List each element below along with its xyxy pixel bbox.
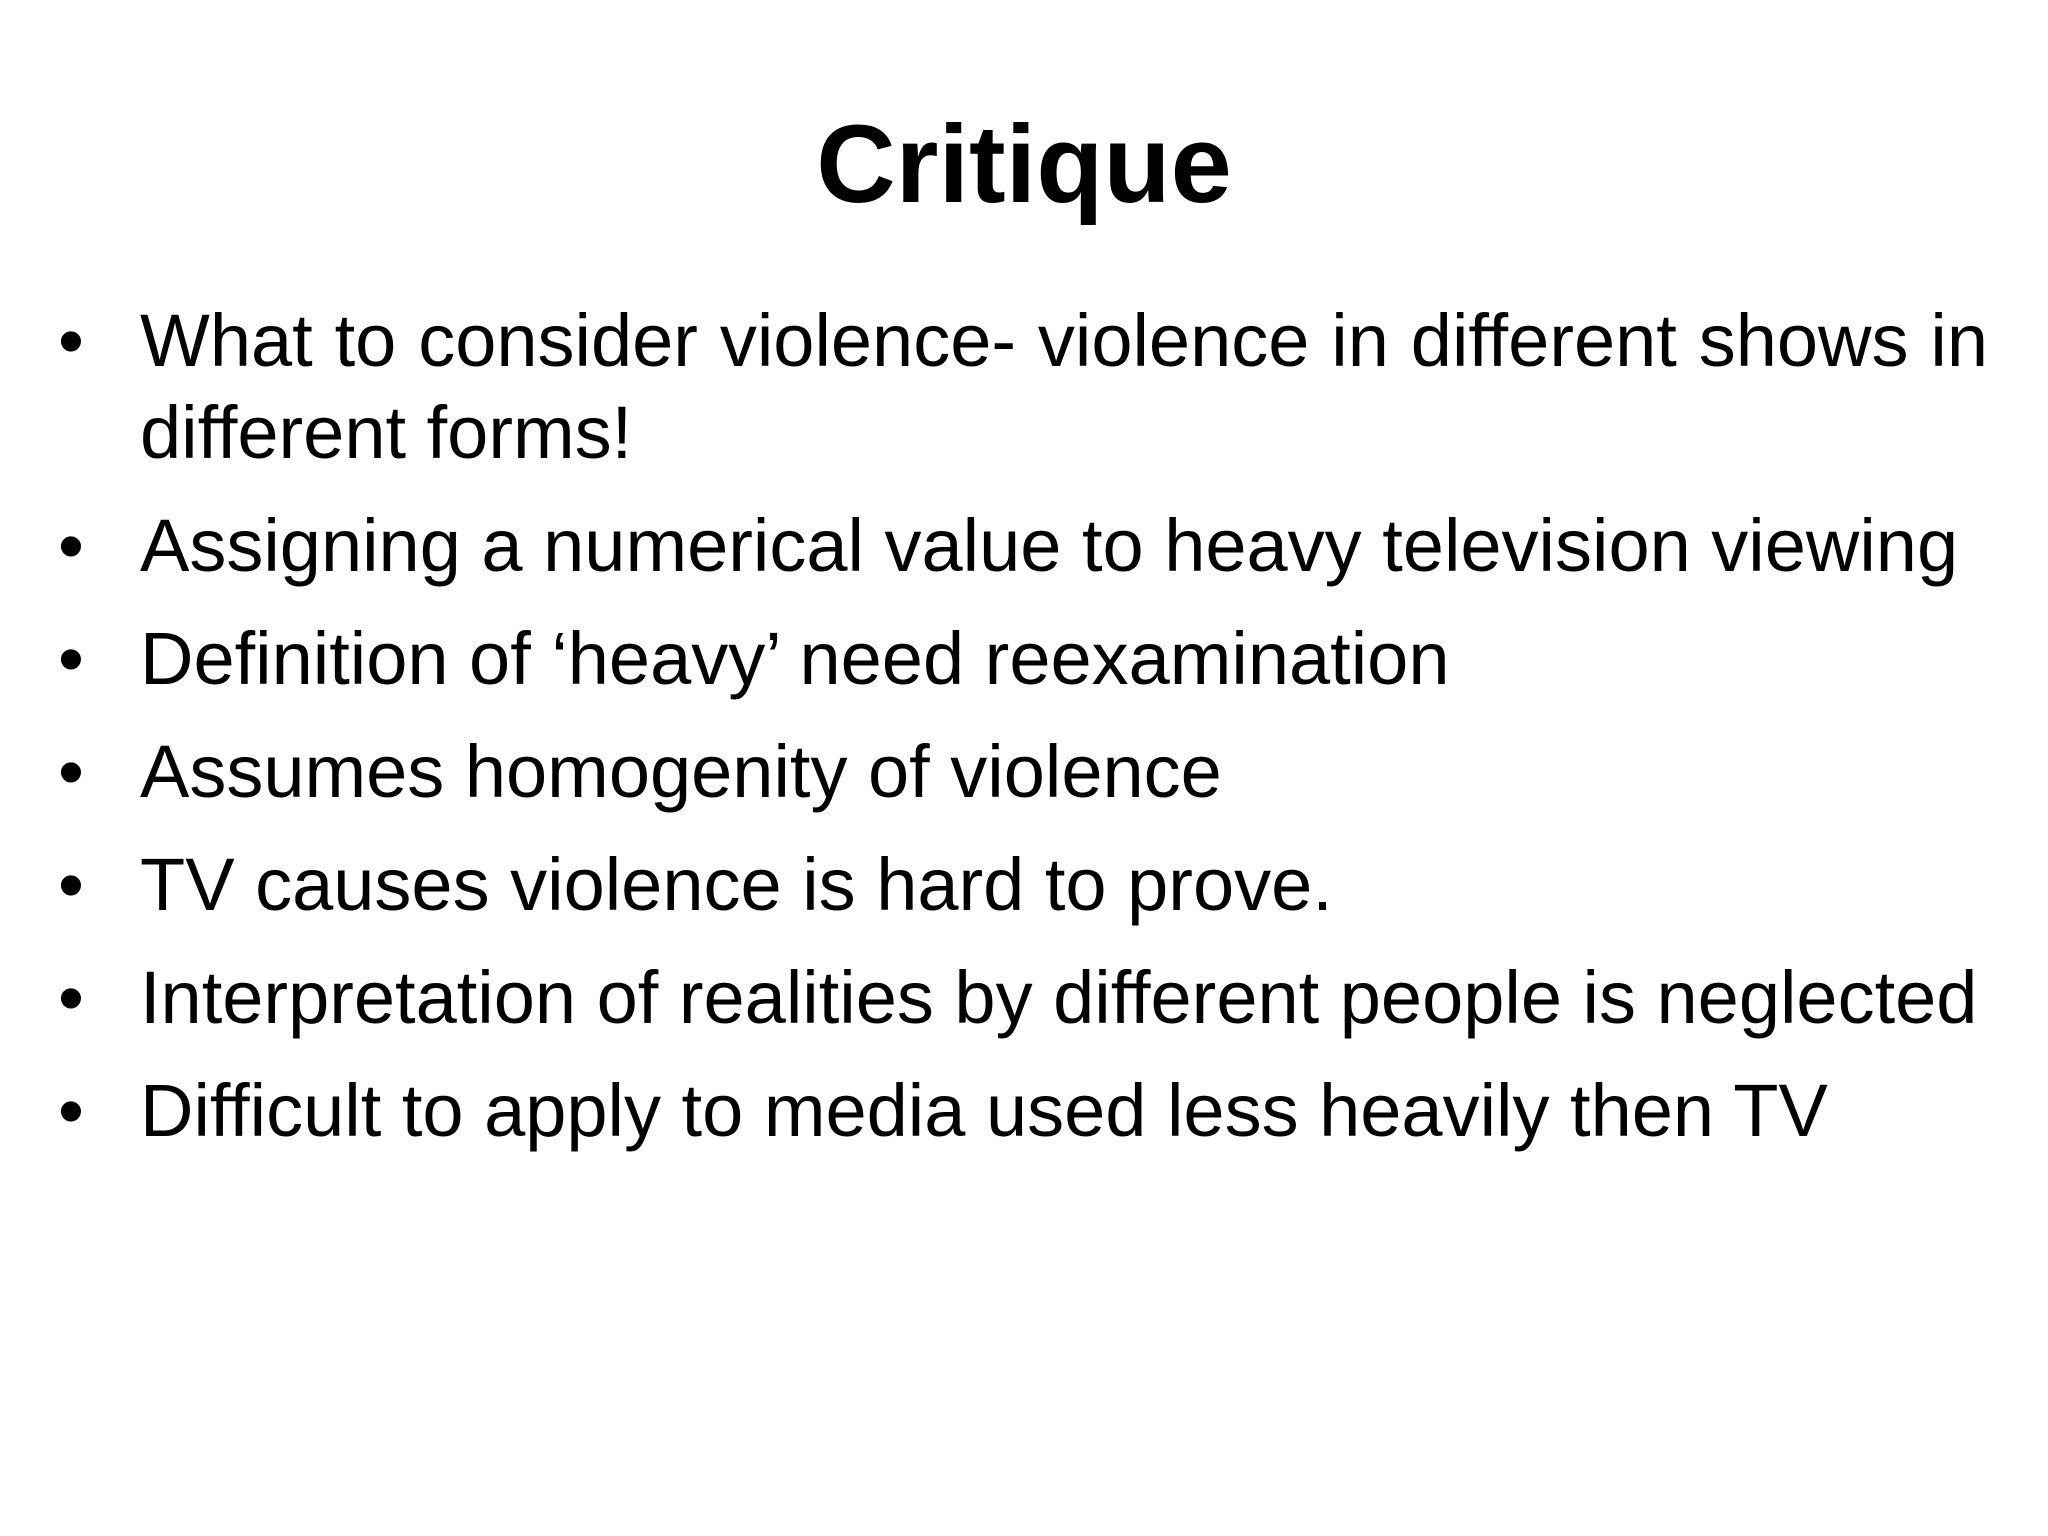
bullet-icon: •	[58, 843, 84, 926]
slide-title: Critique	[816, 103, 1232, 226]
list-item	[58, 295, 1988, 479]
bullet-text: TV causes violence is hard to prove.	[140, 843, 1333, 926]
bullet-text: Definition of ‘heavy’ need reexamination	[140, 617, 1450, 700]
bullet-text: Difficult to apply to media used less heavily then TV	[140, 1069, 1828, 1152]
bullet-text: What to consider violence- violence in different shows in different forms!	[140, 299, 1988, 474]
list-item	[58, 952, 1988, 1044]
bullet-icon: •	[58, 504, 84, 587]
bullet-text: Assumes homogenity of violence	[140, 730, 1222, 813]
list-item	[58, 613, 1988, 705]
list-item	[58, 1065, 1988, 1157]
list-item	[58, 839, 1988, 931]
bullet-text: Assigning a numerical value to heavy television viewing	[140, 504, 1959, 587]
bullet-text: Interpretation of realities by different people is neglected	[140, 956, 1978, 1039]
list-item	[58, 500, 1988, 592]
bullet-icon: •	[58, 730, 84, 813]
list-item	[58, 726, 1988, 818]
bullet-list	[58, 295, 1988, 1178]
bullet-icon: •	[58, 617, 84, 700]
bullet-icon: •	[58, 299, 84, 382]
bullet-icon: •	[58, 956, 84, 1039]
bullet-icon: •	[58, 1069, 84, 1152]
